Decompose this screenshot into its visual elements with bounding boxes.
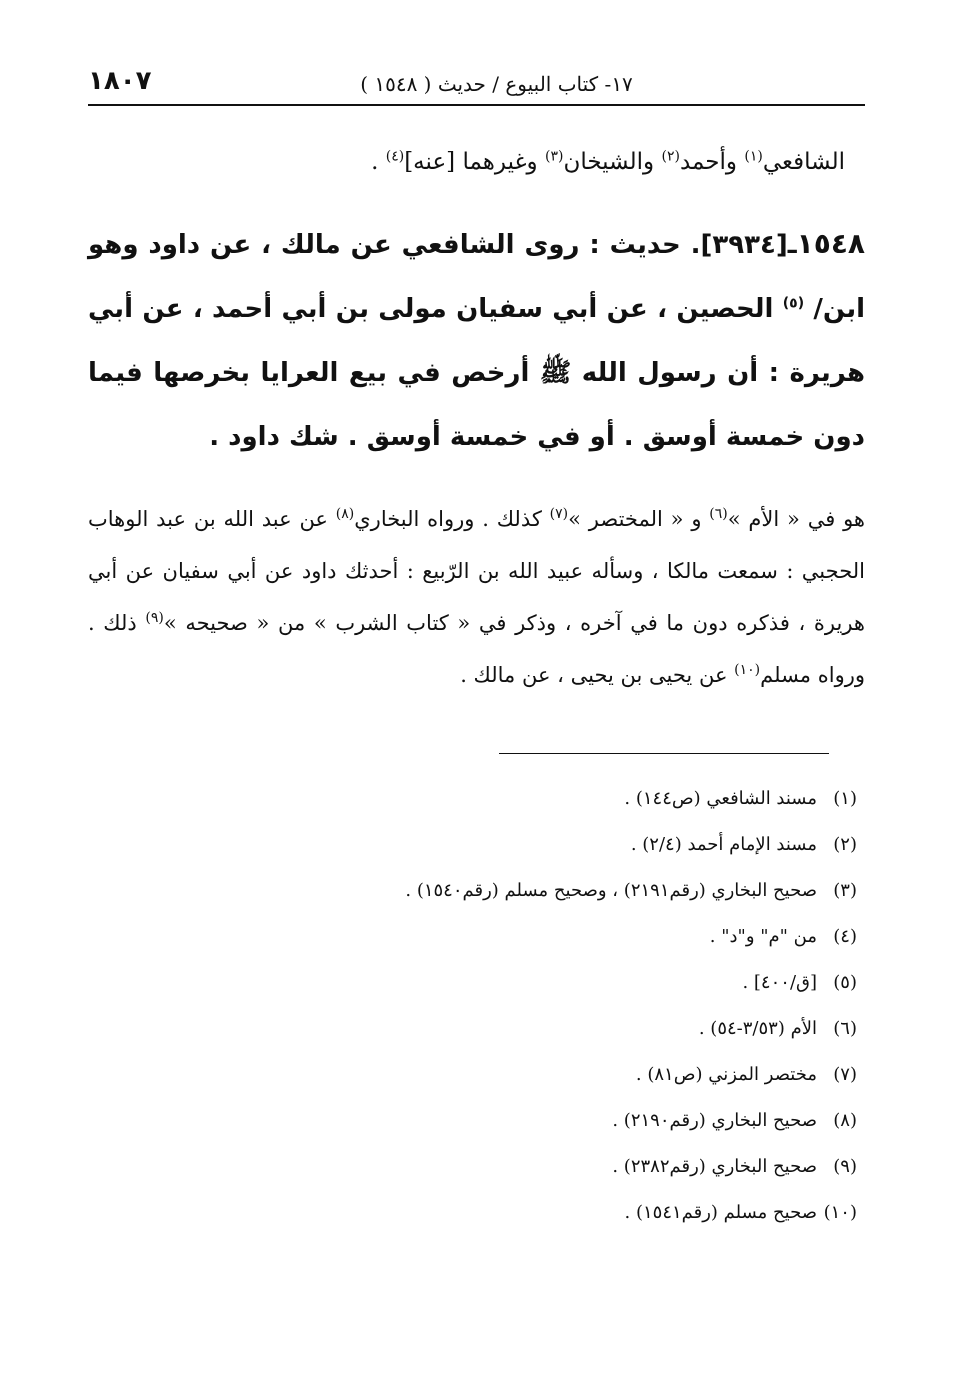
hadith-number: ١٥٤٨ [796, 227, 865, 260]
running-title: ١٧- كتاب البيوع / حديث ( ١٥٤٨ ) [360, 72, 633, 96]
commentary-text: و « المختصر » [568, 507, 710, 531]
intro-text: وغيرهما [عنه] [404, 149, 545, 175]
page-header [88, 60, 865, 106]
commentary-text: ذلك . ورواه مسلم [88, 611, 865, 687]
footnote-item [88, 776, 865, 822]
footnote-item [88, 868, 865, 914]
footnote-text: من "م" و"د" . [709, 926, 817, 947]
footnote-ref[interactable]: (٦) [709, 506, 728, 522]
footnote-number: (٨) [833, 1110, 857, 1131]
footnote-ref[interactable]: (٤) [385, 148, 405, 165]
footnote-text: صحيح البخاري (رقم٢٣٨٢) . [612, 1156, 817, 1177]
intro-text: . [371, 149, 386, 175]
footnote-text: [ق/٤٠٠] . [742, 972, 817, 993]
footnote-item [88, 1190, 865, 1236]
footnote-item [88, 1144, 865, 1190]
footnote-ref[interactable]: (٩) [145, 610, 164, 626]
footnote-number: (٧) [833, 1064, 857, 1085]
intro-text: الشافعي [762, 149, 845, 175]
footnote-ref[interactable]: (٧) [549, 506, 569, 522]
commentary [88, 493, 865, 701]
intro-text: وأحمد [679, 149, 745, 175]
commentary-text: عن عبد الله بن عبد الوهاب الحجبي : سمعت مالكا ، وسأله عبيد الله بن الرّبيع : أحدثك داود عن أبي سفيان عن أبي هريرة ، فذكره دون ما في آخره ، وذكر في « كتاب الشرب » من « صحيحه » [88, 507, 865, 635]
footnote-number: (٢) [833, 834, 857, 855]
hadith-text [88, 212, 865, 469]
footnote-number: (١٠) [823, 1202, 857, 1223]
footnote-number: (١) [833, 788, 857, 809]
footnote-ref[interactable]: (٥) [782, 295, 805, 312]
intro-line [88, 142, 865, 182]
footnote-ref[interactable]: (٨) [335, 506, 355, 522]
footnote-item [88, 1098, 865, 1144]
hadith-separator: . [680, 230, 701, 260]
hadith-body: الحصين ، عن أبي سفيان مولى بن أبي أحمد ، عن أبي هريرة : أن رسول الله ﷺ أرخص في بيع العرايا بخرصها فيما دون خمسة أوسق . أو في خمسة أوسق . شك داود . [88, 294, 865, 452]
footnote-ref[interactable]: (٢) [661, 148, 680, 165]
footnote-text: صحيح مسلم (رقم١٥٤١) . [624, 1202, 817, 1223]
hadith-ref: [٣٩٣٤] [700, 230, 788, 260]
footnote-item [88, 822, 865, 868]
footnote-text: الأم (٣/٥٣-٥٤) . [698, 1018, 817, 1039]
footnote-item [88, 1052, 865, 1098]
footnote-ref[interactable]: (١٠) [734, 662, 761, 678]
footnote-text: مسند الشافعي (ص١٤٤) . [624, 788, 817, 809]
footnotes-list [88, 776, 865, 1236]
commentary-text: هو في « الأم » [727, 507, 865, 531]
hadith-body: حديث : روى الشافعي عن مالك ، عن داود وهو ابن/ [88, 230, 866, 324]
footnote-text: مختصر المزني (ص٨١) . [635, 1064, 817, 1085]
footnote-number: (٤) [833, 926, 857, 947]
footnote-number: (٥) [833, 972, 857, 993]
footnote-text: صحيح البخاري (رقم٢١٩١) ، وصحيح مسلم (رقم١٥٤٠) . [405, 880, 817, 901]
footnote-number: (٣) [833, 880, 857, 901]
footnote-text: صحيح البخاري (رقم٢١٩٠) . [612, 1110, 817, 1131]
footnote-ref[interactable]: (١) [744, 148, 763, 165]
footnote-number: (٦) [833, 1018, 857, 1039]
page-number: ١٨٠٧ [88, 66, 152, 96]
book-page [88, 60, 865, 1252]
footnote-text: مسند الإمام أحمد (٢/٤) . [630, 834, 817, 855]
hadith-separator: ـ [787, 230, 797, 260]
intro-text: والشيخان [563, 149, 662, 175]
footnote-item [88, 1006, 865, 1052]
footnote-ref[interactable]: (٣) [544, 148, 564, 165]
footnote-item [88, 914, 865, 960]
commentary-text: كذلك . ورواه البخاري [354, 507, 550, 531]
footnote-item [88, 960, 865, 1006]
footnote-separator [499, 753, 829, 754]
commentary-text: عن يحيى بن يحيى ، عن مالك . [460, 663, 735, 687]
footnote-number: (٩) [833, 1156, 857, 1177]
